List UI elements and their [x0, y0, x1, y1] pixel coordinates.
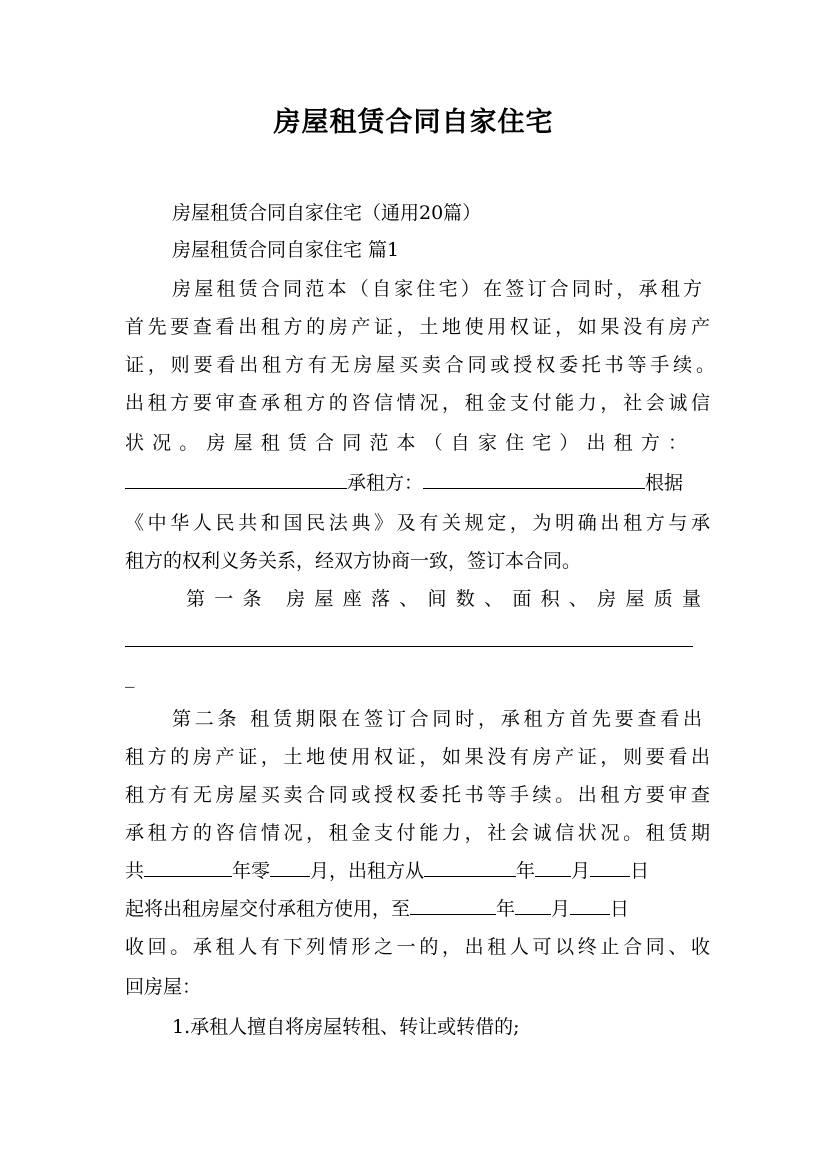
- subtitle: 房屋租赁合同自家住宅（通用20篇）: [172, 202, 482, 224]
- lessee-label: 承租方：: [347, 472, 424, 494]
- article-2-line: 承租方的咨信情况，租金支付能力，社会诚信状况。租赁期: [125, 822, 710, 844]
- paragraph-line: 租方的权利义务关系，经双方协商一致，签订本合同。: [125, 550, 582, 572]
- end-day-blank[interactable]: [570, 896, 610, 915]
- paragraph-line: 《中华人民共和国民法典》及有关规定，为明确出租方与承: [125, 512, 710, 534]
- section-heading: 房屋租赁合同自家住宅 篇1: [172, 239, 400, 261]
- start-year-blank[interactable]: [424, 858, 516, 877]
- end-year-blank[interactable]: [410, 896, 496, 915]
- article-2-line: 回房屋：: [125, 976, 202, 998]
- lease-end-line: 起将出租房屋交付承租方使用，至 年 月 日: [125, 898, 630, 920]
- basis-text: 根据: [645, 472, 684, 494]
- article-2-line: 租方有无房屋买卖合同或授权委托书等手续。出租方要审查: [125, 784, 710, 806]
- article-1-tail: _: [125, 666, 135, 688]
- lessee-blank[interactable]: [423, 470, 645, 489]
- article-1-heading: 第一条 房屋座落、间数、面积、房屋质量: [186, 588, 701, 610]
- start-month-blank[interactable]: [535, 858, 571, 877]
- paragraph-line: 房屋租赁合同范本（自家住宅）在签订合同时，承租方: [172, 278, 702, 300]
- paragraph-line: 证，则要看出租方有无房屋买卖合同或授权委托书等手续。: [125, 354, 715, 376]
- paragraph-line: 出租方要审查承租方的咨信情况，租金支付能力，社会诚信: [125, 392, 710, 414]
- years-blank[interactable]: [144, 858, 232, 877]
- document-title: 房屋租赁合同自家住宅: [273, 107, 554, 138]
- article-2-line: 第二条 租赁期限在签订合同时，承租方首先要查看出: [172, 708, 702, 730]
- months-blank[interactable]: [270, 858, 310, 877]
- paragraph-line: 首先要查看出租方的房产证，土地使用权证，如果没有房产: [125, 316, 710, 338]
- paragraph-line: 状况。房屋租赁合同范本（自家住宅）出租方：: [125, 432, 687, 454]
- start-day-blank[interactable]: [590, 858, 630, 877]
- article-1-blank-rule: [125, 646, 693, 647]
- end-month-blank[interactable]: [515, 896, 551, 915]
- article-2-line: 租方的房产证，土地使用权证，如果没有房产证，则要看出: [125, 746, 710, 768]
- list-item: 1.承租人擅自将房屋转租、转让或转借的;: [172, 1016, 520, 1038]
- article-2-line: 收回。承租人有下列情形之一的，出租人可以终止合同、收: [125, 936, 710, 958]
- lessor-blank[interactable]: [125, 470, 347, 489]
- lease-term-line: 共 年零 月，出租方从 年 月 日: [125, 860, 650, 882]
- signature-line: [125, 470, 710, 496]
